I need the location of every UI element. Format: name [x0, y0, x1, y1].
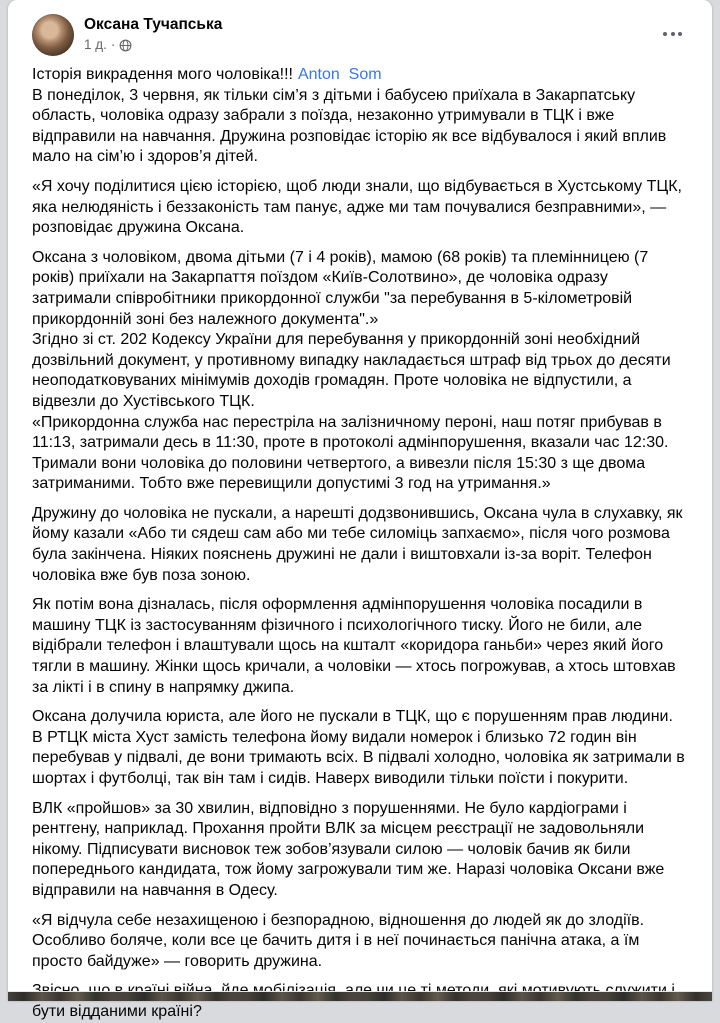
post-paragraph: ВЛК «пройшов» за 30 хвилин, відповідно з порушеннями. Не було кардіограми і рентгену, наприклад. Прохання пройти ВЛК за місцем реєстрації не задовольняли нікому. Підписувати висновок теж зобов’язували силою — чоловік бачив як били попереднього кандидата, тож йому загрожували тим же. Наразі чоловіка Оксани вже відправили на навчання в Одесу. — [32, 799, 669, 899]
post-header — [8, 0, 712, 56]
globe-icon — [119, 39, 132, 52]
post-paragraph: «Прикордонна служба нас перестріла на залізничному пероні, наш потяг прибував в 11:13, затримали десь в 11:30, проте в протоколі адмінпорушення, вказали час 12:30. Тримали вони чоловіка до половини четвертого, а вивезли після 15:30 з ще двома затриманими. Тобто вже перевищили допустимі 3 год на утримання.» — [32, 413, 673, 493]
post-paragraph: Оксана з чоловіком, двома дітьми (7 і 4 років), мамою (68 років) та племінницею (7 років) приїхали на Закарпаття поїздом «Київ-Солотвино», де чоловіка одразу затримали співробітники прикордонної служби "за перебування в 5-кілометровій прикордонній зоні без належного документа".» — [32, 248, 653, 328]
avatar[interactable] — [32, 14, 74, 56]
post-headline: Історія викрадення мого чоловіка!!! — [32, 66, 293, 83]
facebook-post-card — [8, 0, 712, 1020]
post-headline-line — [32, 65, 688, 86]
tagged-person-link[interactable]: Anton Som — [297, 66, 382, 83]
attached-photo-top-edge[interactable] — [8, 991, 712, 1001]
post-body — [8, 56, 712, 1023]
post-paragraph: бути відданими країні? — [32, 1002, 202, 1020]
post-header-meta — [84, 14, 222, 53]
timestamp-link[interactable]: 1 д. — [84, 37, 107, 52]
post-paragraph: «Я відчула себе незахищеною і безпорадною, відношення до людей як до злодіїв. Особливо боляче, коли все це бачить дитя і в неї починається панічна атака, а їм просто байдуже» — говорить дружина. — [32, 911, 649, 970]
more-options-button[interactable] — [657, 26, 688, 42]
meta-separator: · — [110, 37, 116, 52]
post-paragraph: Згідно зі ст. 202 Кодексу України для перебування у прикордонній зоні необхідний дозвільний документ, у противному випадку накладається штраф від трьох до десяти неоподатковуваних мінімумів доходів громадян. Проте чоловіка не відпустили, а відвезли до Хустівського ТЦК. — [32, 331, 676, 410]
author-name[interactable]: Оксана Тучапська — [84, 16, 223, 33]
post-meta-row — [84, 37, 222, 53]
post-paragraph: Як потім вона дізналась, після оформлення адмінпорушення чоловіка посадили в машину ТЦК із застосуванням фізичного і психологічного тиску. Його не били, але відібрали телефон і влаштували щось на кшталт «коридора ганьби» через який його тягли в машину. Жінки щось кричали, а чоловіки — хтось погрожував, а хтось штовхав за лікті і в спину в напрямку джипа. — [32, 596, 681, 696]
post-paragraph: Оксана долучила юриста, але його не пускали в ТЦК, що є порушенням прав людини. В РТЦК міста Хуст замість телефона йому видали номерок і близько 72 годин він перебував у підвалі, де вони тримають всіх. В підвалі холодно, чоловіка як затримали в шортах і футболці, так він там і сидів. Наверх виводили тільки поїсти і покурити. — [32, 708, 690, 787]
post-paragraph: В понеділок, 3 червня, як тільки сім’я з дітьми і бабусею приїхала в Закарпатську область, чоловіка одразу забрали з поїзда, незаконно утримували в ТЦК і вже відправили на навчання. Дружина розповідає історію як все відбувалося і який вплив мало на сім’ю і здоров’я дітей. — [32, 86, 671, 166]
post-paragraph: Дружину до чоловіка не пускали, а нарешті додзвонившись, Оксана чула в слухавку, як йому казали «Або ти сядеш сам або ми тебе силоміць запхаємо», після чого розмова була закінчена. Ніяких пояснень дружині не дали і виштовхали із-за воріт. Телефон чоловіка вже був поза зоною. — [32, 504, 687, 584]
post-paragraph: «Я хочу поділитися цією історією, щоб люди знали, що відбувається в Хустському ТЦК, яка нелюдяність і беззаконість там панує, адже ми там почувалися безправними», — розповідає дружина Оксана. — [32, 177, 687, 237]
